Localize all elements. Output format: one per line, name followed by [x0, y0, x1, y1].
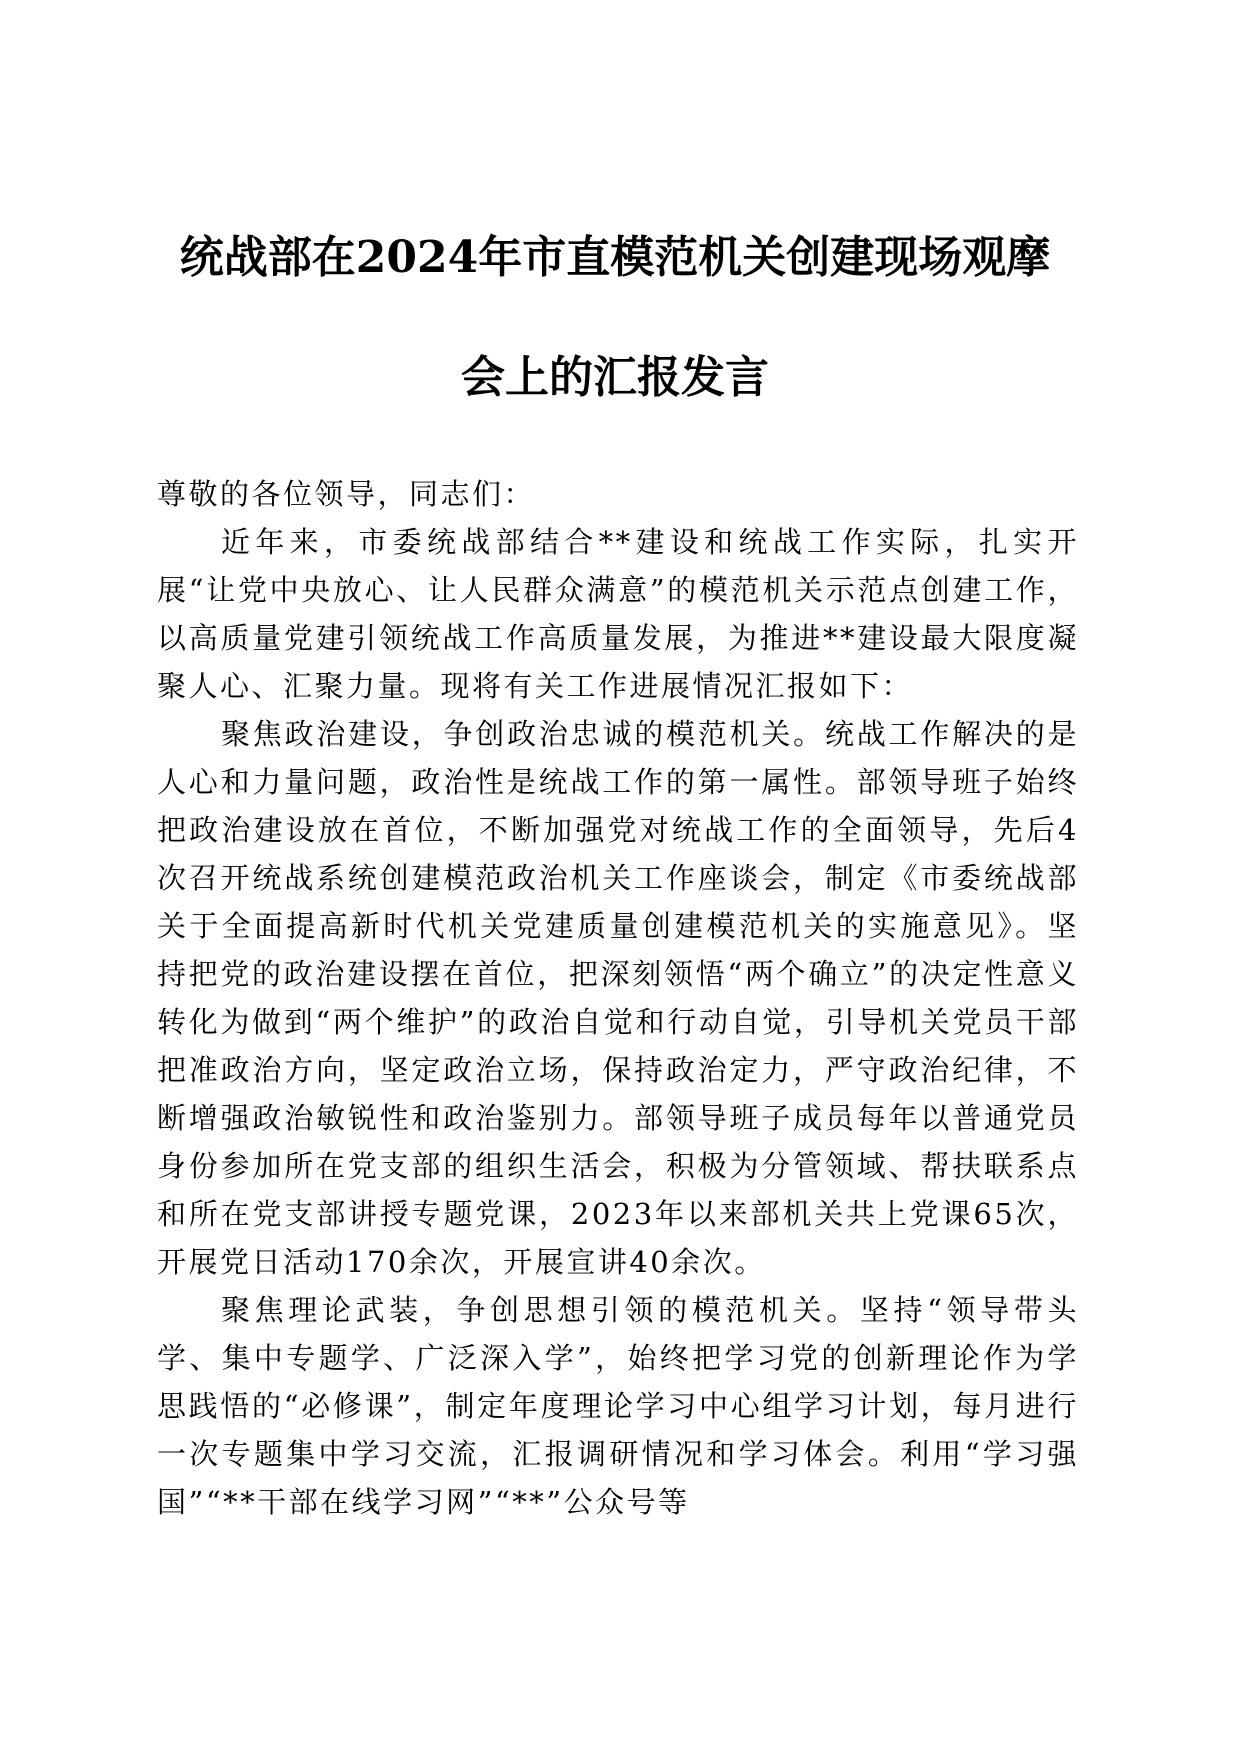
document-body — [157, 470, 1079, 1526]
document-title-line-1: 统战部在2024年市直模范机关创建现场观摩 — [179, 232, 1051, 283]
salutation: 尊敬的各位领导，同志们： — [157, 477, 536, 511]
paragraph-intro: 近年来，市委统战部结合**建设和统战工作实际，扎实开展“让党中央放心、让人民群众满意”的模范机关示范点创建工作，以高质量党建引领统战工作高质量发展，为推进**建设最大限度凝聚人心、汇聚力量。现将有关工作进展情况汇报如下： — [157, 525, 1079, 703]
paragraph-political-building: 聚焦政治建设，争创政治忠诚的模范机关。统战工作解决的是人心和力量问题，政治性是统战工作的第一属性。部领导班子始终把政治建设放在首位，不断加强党对统战工作的全面领导，先后4次召开统战系统创建模范政治机关工作座谈会，制定《市委统战部关于全面提高新时代机关党建质量创建模范机关的实施意见》。坚持把党的政治建设摆在首位，把深刻领悟“两个确立”的决定性意义转化为做到“两个维护”的政治自觉和行动自觉，引导机关党员干部把准政治方向，坚定政治立场，保持政治定力，严守政治纪律，不断增强政治敏锐性和政治鉴别力。部领导班子成员每年以普通党员身份参加所在党支部的组织生活会，积极为分管领域、帮扶联系点和所在党支部讲授专题党课，2023年以来部机关共上党课65次，开展党日活动170余次，开展宣讲40余次。 — [157, 717, 1079, 1279]
document-title-line-2: 会上的汇报发言 — [461, 352, 769, 403]
paragraph-theory-study: 聚焦理论武装，争创思想引领的模范机关。坚持“领导带头学、集中专题学、广泛深入学”，始终把学习党的创新理论作为学思践悟的“必修课”，制定年度理论学习中心组学习计划，每月进行一次专题集中学习交流，汇报调研情况和学习体会。利用“学习强国”“**干部在线学习网”“**”公众号等 — [157, 1293, 1079, 1519]
